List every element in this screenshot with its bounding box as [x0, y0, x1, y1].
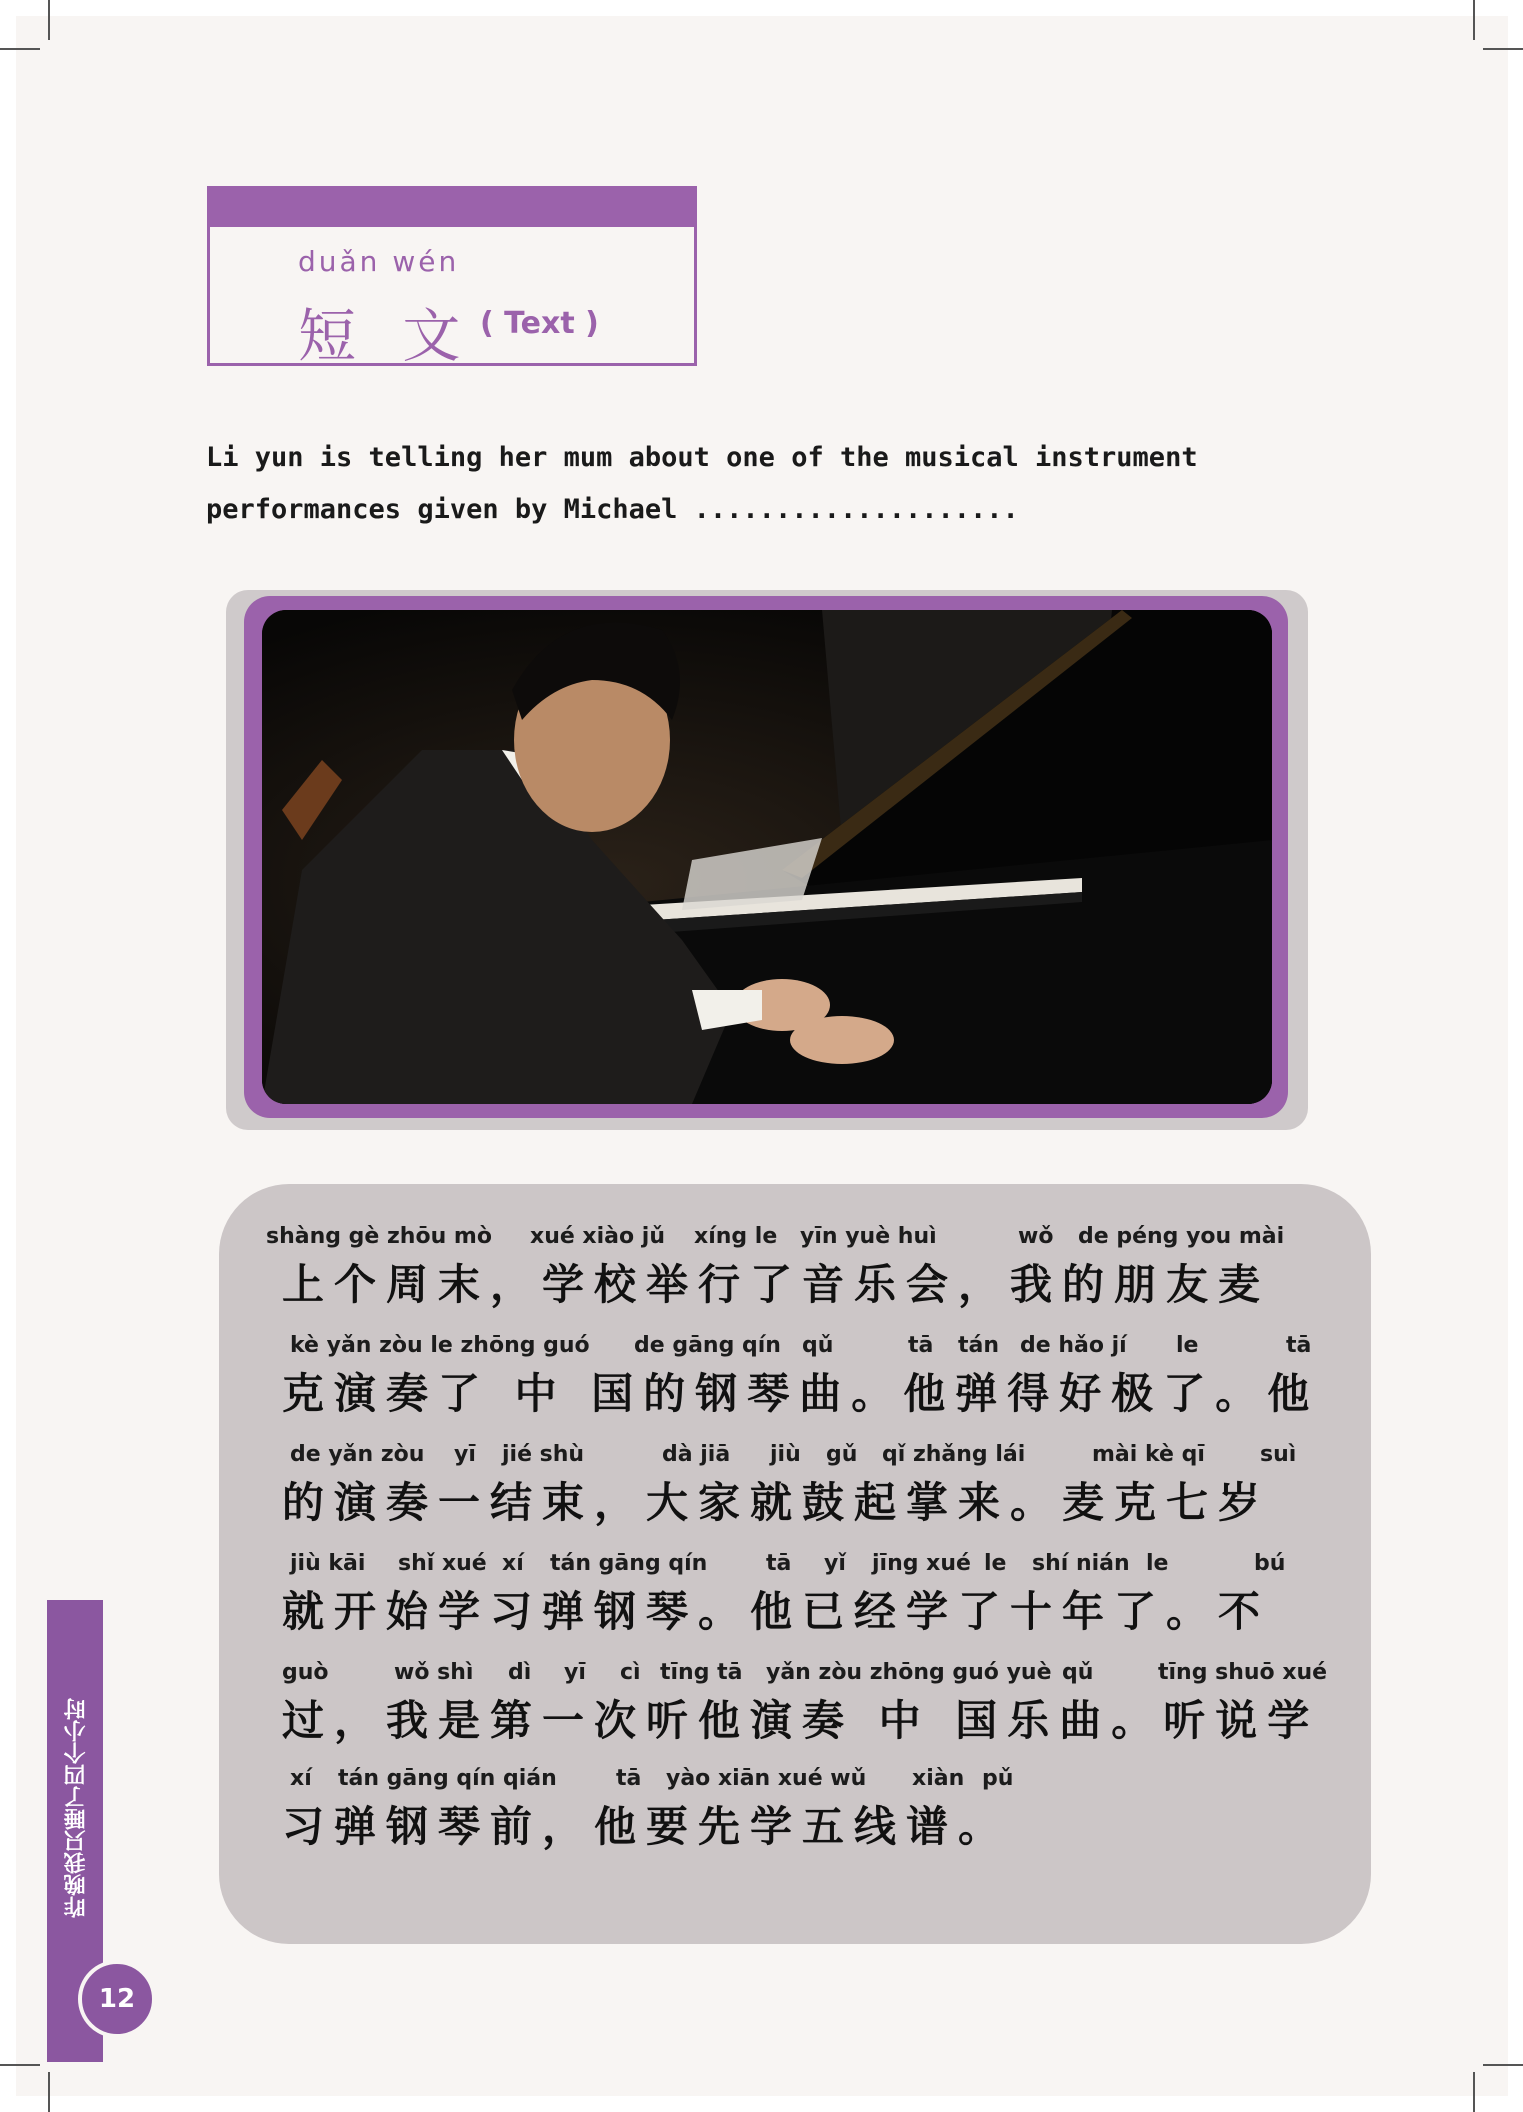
pinyin-word: shí nián: [1032, 1551, 1130, 1576]
pinyin-word: shàng gè zhōu mò: [266, 1224, 492, 1249]
pinyin-word: jiù: [770, 1442, 801, 1467]
hanzi-line: 就开始学习弹钢琴。他已经学了十年了。不: [282, 1587, 1271, 1636]
pinyin-word: yǎn zòu zhōng guó yuè: [766, 1660, 1052, 1685]
pinyin-word: xí: [290, 1766, 312, 1791]
chapter-title: 昨晚我只睡了四个小时: [64, 1698, 89, 1918]
pinyin-word: qǐ zhǎng lái: [882, 1442, 1026, 1467]
intro-line-2: performances given by Michael ....................: [206, 494, 1019, 525]
crop-mark: [1483, 48, 1523, 50]
pinyin-word: dì: [508, 1660, 532, 1685]
pinyin-word: yī: [564, 1660, 586, 1685]
intro-line-1: Li yun is telling her mum about one of the musical instrument: [206, 442, 1198, 473]
pianist-photo: [262, 610, 1272, 1104]
heading-bar: [210, 189, 694, 227]
hanzi-line: 习弹钢琴前，他要先学五线谱。: [282, 1802, 1011, 1851]
pinyin-word: qǔ: [1062, 1660, 1094, 1685]
pinyin-word: le: [1176, 1333, 1199, 1358]
hanzi-line: 上个周末，学校举行了音乐会，我的朋友麦: [282, 1260, 1271, 1309]
pinyin-word: yào xiān xué wǔ: [666, 1766, 867, 1791]
pinyin-word: xué xiào jǔ: [530, 1224, 665, 1249]
pinyin-word: jiù kāi: [290, 1551, 366, 1576]
passage-panel: [219, 1184, 1371, 1944]
pinyin-word: tā: [766, 1551, 792, 1576]
pinyin-word: yǐ: [824, 1551, 846, 1576]
pinyin-word: jīng xué: [872, 1551, 971, 1576]
crop-mark: [0, 2064, 40, 2066]
pinyin-word: le: [984, 1551, 1007, 1576]
pinyin-word: tīng shuō xué: [1158, 1660, 1328, 1685]
pinyin-word: pǔ: [982, 1766, 1014, 1791]
pinyin-word: jié shù: [502, 1442, 585, 1467]
pinyin-word: tán gāng qín: [550, 1551, 708, 1576]
pianist-illustration: [262, 610, 1272, 1104]
pinyin-word: yī: [454, 1442, 476, 1467]
pinyin-word: guò: [282, 1660, 329, 1685]
heading-pinyin: duǎn wén: [298, 245, 460, 278]
hanzi-line: 过，我是第一次听他演奏 中 国乐曲。听说学: [282, 1696, 1320, 1745]
pinyin-word: tán: [958, 1333, 1000, 1358]
pinyin-word: wǒ shì: [394, 1660, 474, 1685]
pinyin-word: tā: [908, 1333, 934, 1358]
pinyin-word: dà jiā: [662, 1442, 731, 1467]
pinyin-word: tā: [616, 1766, 642, 1791]
pinyin-word: qǔ: [802, 1333, 834, 1358]
pinyin-word: xiàn: [912, 1766, 965, 1791]
pinyin-word: tīng tā: [660, 1660, 743, 1685]
crop-mark: [0, 48, 40, 50]
pinyin-word: de gāng qín: [634, 1333, 781, 1358]
pinyin-word: le: [1146, 1551, 1169, 1576]
pinyin-word: cì: [620, 1660, 641, 1685]
crop-mark: [48, 2072, 50, 2112]
page-number: 12: [78, 1960, 156, 2038]
hanzi-line: 克演奏了 中 国的钢琴曲。他弹得好极了。他: [282, 1369, 1320, 1418]
crop-mark: [1473, 0, 1475, 40]
heading-hanzi: 短 文: [298, 302, 475, 370]
pinyin-word: gǔ: [826, 1442, 858, 1467]
hanzi-line: 的演奏一结束，大家就鼓起掌来。麦克七岁: [282, 1478, 1271, 1527]
pinyin-word: xíng le: [694, 1224, 778, 1249]
section-heading: [207, 186, 697, 370]
pinyin-word: tā: [1286, 1333, 1312, 1358]
pinyin-word: de péng you mài: [1078, 1224, 1285, 1249]
pinyin-word: xí: [502, 1551, 524, 1576]
pinyin-word: de yǎn zòu: [290, 1442, 425, 1467]
pinyin-word: tán gāng qín qián: [338, 1766, 557, 1791]
pinyin-word: yīn yuè huì: [800, 1224, 937, 1249]
pinyin-word: mài kè qī: [1092, 1442, 1205, 1467]
pinyin-word: bú: [1254, 1551, 1286, 1576]
pinyin-word: de hǎo jí: [1020, 1333, 1127, 1358]
pinyin-word: wǒ: [1018, 1224, 1054, 1249]
crop-mark: [1473, 2072, 1475, 2112]
pinyin-word: suì: [1260, 1442, 1297, 1467]
crop-mark: [1483, 2064, 1523, 2066]
heading-english: ( Text ): [480, 306, 599, 341]
pinyin-word: kè yǎn zòu le zhōng guó: [290, 1333, 590, 1358]
pinyin-word: shǐ xué: [398, 1551, 487, 1576]
crop-mark: [48, 0, 50, 40]
intro-text: [206, 432, 1206, 536]
